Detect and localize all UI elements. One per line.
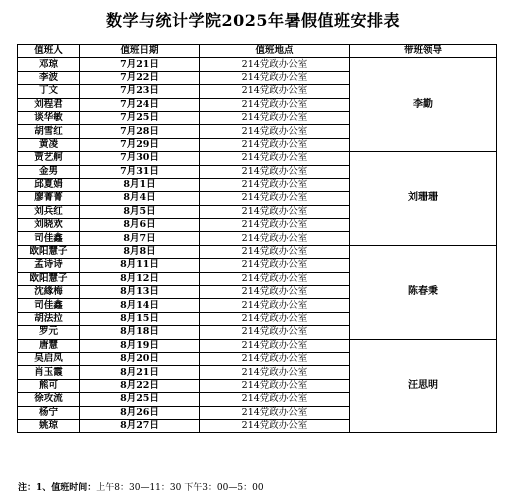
header-leader: 带班领导 (350, 45, 497, 58)
duty-date-cell: 8月15日 (80, 312, 200, 325)
duty-location-cell: 214党政办公室 (200, 406, 350, 419)
duty-location-cell: 214党政办公室 (200, 393, 350, 406)
duty-location-cell: 214党政办公室 (200, 419, 350, 432)
duty-location-cell: 214党政办公室 (200, 352, 350, 365)
duty-location-cell: 214党政办公室 (200, 259, 350, 272)
duty-person-cell: 刘晓欢 (18, 219, 80, 232)
duty-date-cell: 7月29日 (80, 138, 200, 151)
duty-person-cell: 邓琼 (18, 58, 80, 71)
duty-date-cell: 8月4日 (80, 192, 200, 205)
duty-date-cell: 8月8日 (80, 245, 200, 258)
duty-location-cell: 214党政办公室 (200, 299, 350, 312)
header-duty-person: 值班人 (18, 45, 80, 58)
duty-person-cell: 熊可 (18, 379, 80, 392)
duty-location-cell: 214党政办公室 (200, 58, 350, 71)
duty-person-cell: 金男 (18, 165, 80, 178)
duty-person-cell: 沈緣梅 (18, 286, 80, 299)
duty-schedule-table (17, 44, 497, 433)
duty-location-cell: 214党政办公室 (200, 219, 350, 232)
duty-person-cell: 胡法拉 (18, 312, 80, 325)
duty-date-cell: 7月22日 (80, 71, 200, 84)
table-row (18, 339, 497, 352)
duty-location-cell: 214党政办公室 (200, 152, 350, 165)
header-row (18, 45, 497, 58)
duty-location-cell: 214党政办公室 (200, 125, 350, 138)
duty-date-cell: 8月25日 (80, 393, 200, 406)
duty-date-cell: 7月30日 (80, 152, 200, 165)
duty-location-cell: 214党政办公室 (200, 138, 350, 151)
duty-person-cell: 谈华敏 (18, 111, 80, 124)
duty-location-cell: 214党政办公室 (200, 205, 350, 218)
duty-date-cell: 7月28日 (80, 125, 200, 138)
duty-date-cell: 8月27日 (80, 419, 200, 432)
duty-person-cell: 贾艺舸 (18, 152, 80, 165)
duty-date-cell: 8月7日 (80, 232, 200, 245)
leader-cell: 陈春秉 (350, 245, 497, 339)
duty-person-cell: 刘兵红 (18, 205, 80, 218)
duty-location-cell: 214党政办公室 (200, 85, 350, 98)
duty-person-cell: 唐慧 (18, 339, 80, 352)
duty-location-cell: 214党政办公室 (200, 232, 350, 245)
duty-time-note (18, 480, 264, 493)
duty-person-cell: 吴启凤 (18, 352, 80, 365)
duty-date-cell: 7月21日 (80, 58, 200, 71)
table-body (18, 58, 497, 433)
duty-date-cell: 8月22日 (80, 379, 200, 392)
duty-person-cell: 徐攻流 (18, 393, 80, 406)
duty-date-cell: 8月6日 (80, 219, 200, 232)
table-row (18, 245, 497, 258)
duty-location-cell: 214党政办公室 (200, 366, 350, 379)
duty-date-cell: 7月31日 (80, 165, 200, 178)
duty-date-cell: 8月26日 (80, 406, 200, 419)
duty-location-cell: 214党政办公室 (200, 98, 350, 111)
duty-location-cell: 214党政办公室 (200, 192, 350, 205)
duty-date-cell: 8月5日 (80, 205, 200, 218)
duty-date-cell: 7月25日 (80, 111, 200, 124)
duty-location-cell: 214党政办公室 (200, 111, 350, 124)
duty-location-cell: 214党政办公室 (200, 286, 350, 299)
duty-person-cell: 司佳鑫 (18, 299, 80, 312)
duty-location-cell: 214党政办公室 (200, 339, 350, 352)
duty-person-cell: 孟诗诗 (18, 259, 80, 272)
duty-location-cell: 214党政办公室 (200, 245, 350, 258)
duty-date-cell: 8月21日 (80, 366, 200, 379)
duty-date-cell: 7月24日 (80, 98, 200, 111)
note-text: 上午8：30—11：30 下午3：00—5：00 (96, 483, 264, 493)
duty-person-cell: 欧阳慧子 (18, 272, 80, 285)
duty-person-cell: 廖菁菁 (18, 192, 80, 205)
duty-location-cell: 214党政办公室 (200, 71, 350, 84)
duty-date-cell: 8月11日 (80, 259, 200, 272)
duty-date-cell: 8月13日 (80, 286, 200, 299)
duty-person-cell: 李波 (18, 71, 80, 84)
duty-person-cell: 肖玉霞 (18, 366, 80, 379)
header-duty-location: 值班地点 (200, 45, 350, 58)
leader-cell: 刘珊珊 (350, 152, 497, 246)
leader-cell: 汪思明 (350, 339, 497, 433)
duty-location-cell: 214党政办公室 (200, 379, 350, 392)
header-duty-date: 值班日期 (80, 45, 200, 58)
duty-person-cell: 刘程君 (18, 98, 80, 111)
duty-person-cell: 司佳鑫 (18, 232, 80, 245)
note-label: 注：1、值班时间： (18, 483, 97, 493)
duty-date-cell: 7月23日 (80, 85, 200, 98)
duty-date-cell: 8月20日 (80, 352, 200, 365)
duty-date-cell: 8月19日 (80, 339, 200, 352)
duty-date-cell: 8月1日 (80, 178, 200, 191)
table-row (18, 152, 497, 165)
duty-date-cell: 8月12日 (80, 272, 200, 285)
duty-date-cell: 8月18日 (80, 326, 200, 339)
duty-location-cell: 214党政办公室 (200, 272, 350, 285)
page-title: 数学与统计学院2025年暑假值班安排表 (105, 11, 401, 30)
table-row (18, 58, 497, 71)
leader-cell: 李勤 (350, 58, 497, 152)
duty-person-cell: 罗元 (18, 326, 80, 339)
duty-person-cell: 杨宁 (18, 406, 80, 419)
duty-location-cell: 214党政办公室 (200, 312, 350, 325)
duty-person-cell: 黄凌 (18, 138, 80, 151)
duty-date-cell: 8月14日 (80, 299, 200, 312)
duty-person-cell: 胡雪红 (18, 125, 80, 138)
duty-location-cell: 214党政办公室 (200, 165, 350, 178)
duty-person-cell: 丁文 (18, 85, 80, 98)
duty-person-cell: 欧阳慧子 (18, 245, 80, 258)
duty-location-cell: 214党政办公室 (200, 178, 350, 191)
duty-location-cell: 214党政办公室 (200, 326, 350, 339)
duty-person-cell: 姚琼 (18, 419, 80, 432)
duty-person-cell: 邱夏娟 (18, 178, 80, 191)
